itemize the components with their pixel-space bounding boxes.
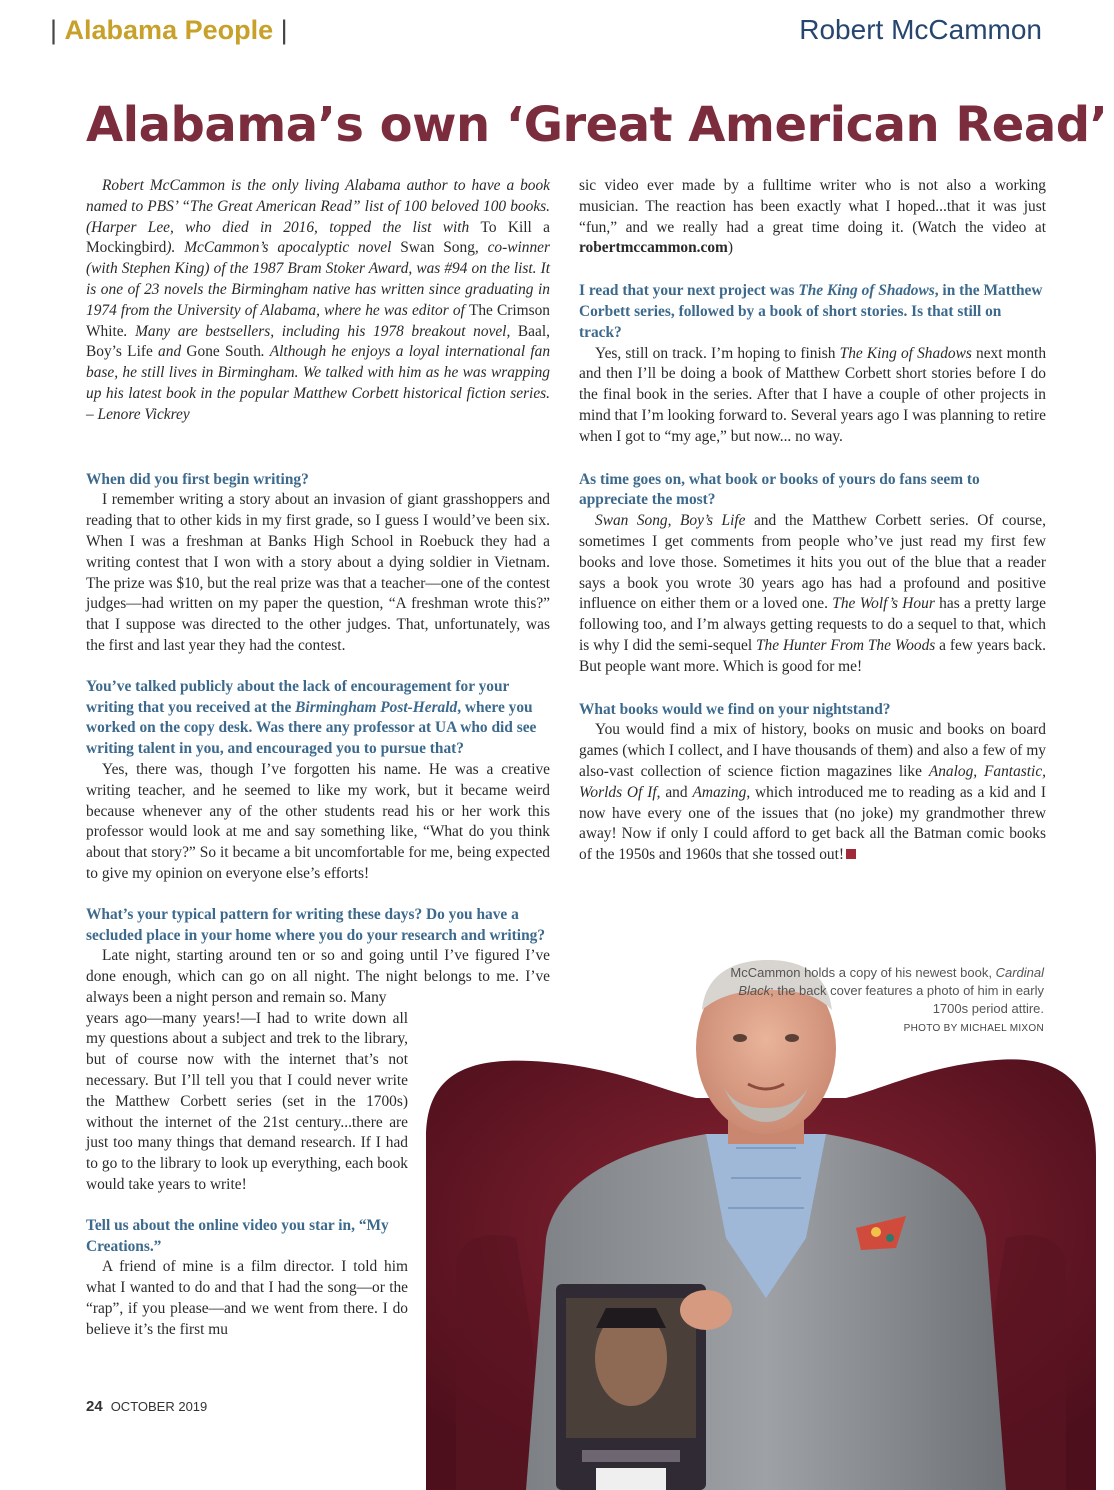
question-heading: Tell us about the online video you star in, “My Creations.” — [86, 1216, 389, 1255]
magazine-titles: Analog, Fantastic, Worlds Of If — [579, 762, 1046, 801]
website-link[interactable]: robertmccammon.com — [579, 239, 728, 257]
book-title: Boy’s Life — [86, 343, 153, 361]
book-title: The Wolf’s Hour — [832, 595, 935, 613]
photo-credit: PHOTO BY MICHAEL MIXON — [903, 1023, 1044, 1034]
question-heading: When did you first begin writing? — [86, 470, 309, 488]
section-name: Alabama People — [64, 15, 274, 45]
answer-paragraph: Swan Song, Boy’s Life and the Matthew Corbett series. Of course, sometimes I get comments from people who’ve just read my first few books and love those. Sometimes it hits you out of the blue that a reader says a book you wrote 30 years ago has had a profound and positive influence on either them or a loved one. The Wolf’s Hour has a pretty large following too, and I’m always getting requests to do a sequel to that, which is why I did the semi-sequel The Hunter From The Woods a few years back. But people want more. Which is good for me! — [579, 512, 1047, 675]
question-heading: I read that your next project was The King of Shadows, in the Matthew Corbett series, followed by a book of short stories. Is that still on track? — [579, 282, 1043, 341]
headline: Alabama’s own ‘Great American Read’ — [86, 97, 1108, 153]
column-right — [579, 176, 1046, 886]
book-title: Gone South — [186, 343, 261, 361]
answer-paragraph: You would find a mix of history, books on music and books on board games (which I collect, and I have thousands of them) and also a few of my also-vast collection of science fiction magazines like Analog, Fantastic, Worlds Of If, and Amazing, which introduced me to reading as a kid and I now have every one of the issues that (no joke) my grandmother threw away! Now if only I could afford to get back all the Batman comic books of the 1950s and 1960s that she tossed out! — [579, 721, 1047, 864]
section-header — [50, 12, 288, 48]
end-mark-icon — [846, 849, 856, 859]
book-title: The King of Shadows — [798, 282, 935, 300]
publication-title: The Crimson White — [86, 301, 551, 340]
header-divider: | — [50, 15, 58, 45]
answer-paragraph: years ago—many years!—I had to write down all my questions about a subject and trek to the library, but of course now with the internet that’s not necessary. But I’ll tell you that I could never write the Matthew Corbett series (set in the 1700s) without the internet of the 21st century...there are just too many things that demand research. If I had to go to the library to look up everything, each book would take years to write! — [86, 1009, 408, 1194]
intro-paragraph: Robert McCammon is the only living Alabama author to have a book named to PBS’ “The Great American Read” list of 100 beloved 100 books. (Harper Lee, who died in 2016, topped the list with To Kill a Mockingbird). McCammon’s apocalyptic novel Swan Song, co-winner (with Stephen King) of the 1987 Bram Stoker Award, was #94 on the list. It is one of 23 novels the Birmingham native has written since graduating in 1974 from the University of Alabama, where he was editor of The Crimson White. Many are bestsellers, including his 1978 breakout novel, Baal, Boy’s Life and Gone South. Although he enjoys a loyal international fan base, he still lives in Birmingham. We talked with him as he was wrapping up his latest book in the popular Matthew Corbett historical fiction series. – Lenore Vickrey — [86, 177, 551, 423]
answer-paragraph: Yes, there was, though I’ve forgotten his name. He was a creative writing teacher, and he seemed to like my work, but it became weird because whenever any of the other students read his or her work this professor would look at me and say something like, “What do you think about that story?” So it became a bit uncomfortable for me, being expected to give my opinion on everyone else’s efforts! — [86, 760, 550, 882]
page-footer — [86, 1398, 207, 1415]
question-heading: What’s your typical pattern for writing these days? Do you have a secluded place in your home where you do your research and writing? — [86, 905, 546, 944]
book-title: Baal — [517, 322, 547, 340]
answer-paragraph: Yes, still on track. I’m hoping to finish The King of Shadows next month and then I’ll be doing a book of Matthew Corbett short stories before I do the final book in the series. After that I have a couple of other projects in mind that I’m looking forward to. Several years ago I was planning to retire when I got to “my age,” but now... no way. — [579, 344, 1047, 445]
question-heading: You’ve talked publicly about the lack of encouragement for your writing that you received at the Birmingham Post-Herald, where you worked on the copy desk. Was there any professor at UA who did see writing talent in you, and encouraged you to pursue that? — [86, 677, 537, 758]
question-heading: What books would we find on your nightstand? — [579, 700, 891, 718]
photo-caption: McCammon holds a copy of his newest book, Cardinal Black; the back cover features a photo of him in early 1700s period attire. PHOTO BY MICHAEL MIXON — [730, 965, 1044, 1034]
book-title: Boy’s Life — [679, 512, 746, 530]
magazine-title: Amazing — [692, 783, 747, 801]
issue-date: OCTOBER 2019 — [110, 1399, 208, 1414]
answer-paragraph: I remember writing a story about an invasion of giant grasshoppers and reading that to other kids in my first grade, so I guess I would’ve been six. When I was a freshman at Banks High School in Roebuck they had a writing contest that I won with a story about a dying soldier in Vietnam. The prize was $10, but the real prize was that a teacher—one of the contest judges—had written on my paper the question, “A freshman wrote this?” that I suppose was directed to the other judges. That, unfortunately, was the first and last year they had the contest. — [86, 491, 550, 654]
publication-title: Birmingham Post-Herald — [295, 698, 458, 716]
answer-paragraph: Late night, starting around ten or so and going until I’ve figured I’ve done enough, which can go on all night. The night belongs to me. I’ve always been a night person and remain so. Many — [86, 947, 550, 1006]
book-title: Swan Song — [595, 512, 668, 530]
book-title: To Kill a Mockingbird — [86, 218, 550, 257]
page-number: 24 — [86, 1398, 103, 1415]
article-subject: Robert McCammon — [799, 14, 1042, 45]
book-title: The King of Shadows — [839, 344, 972, 362]
header-divider: | — [280, 15, 288, 45]
book-title: The Hunter From The Woods — [756, 636, 936, 654]
book-title: Swan Song — [400, 239, 475, 257]
question-heading: As time goes on, what book or books of yours do fans seem to appreciate the most? — [579, 470, 980, 509]
answer-paragraph: sic video ever made by a fulltime writer who is not also a working musician. The reaction has been exactly what I hoped...that it was just “fun,” and we really had a great time doing it. (Watch the video at robertmccammon.com) — [579, 177, 1046, 257]
book-title: Cardinal Black — [738, 965, 1044, 998]
answer-paragraph: A friend of mine is a film director. I told him what I wanted to do and that I had the song—or the “rap”, if you please—and we went from there. I do believe it’s the first mu — [86, 1258, 408, 1338]
